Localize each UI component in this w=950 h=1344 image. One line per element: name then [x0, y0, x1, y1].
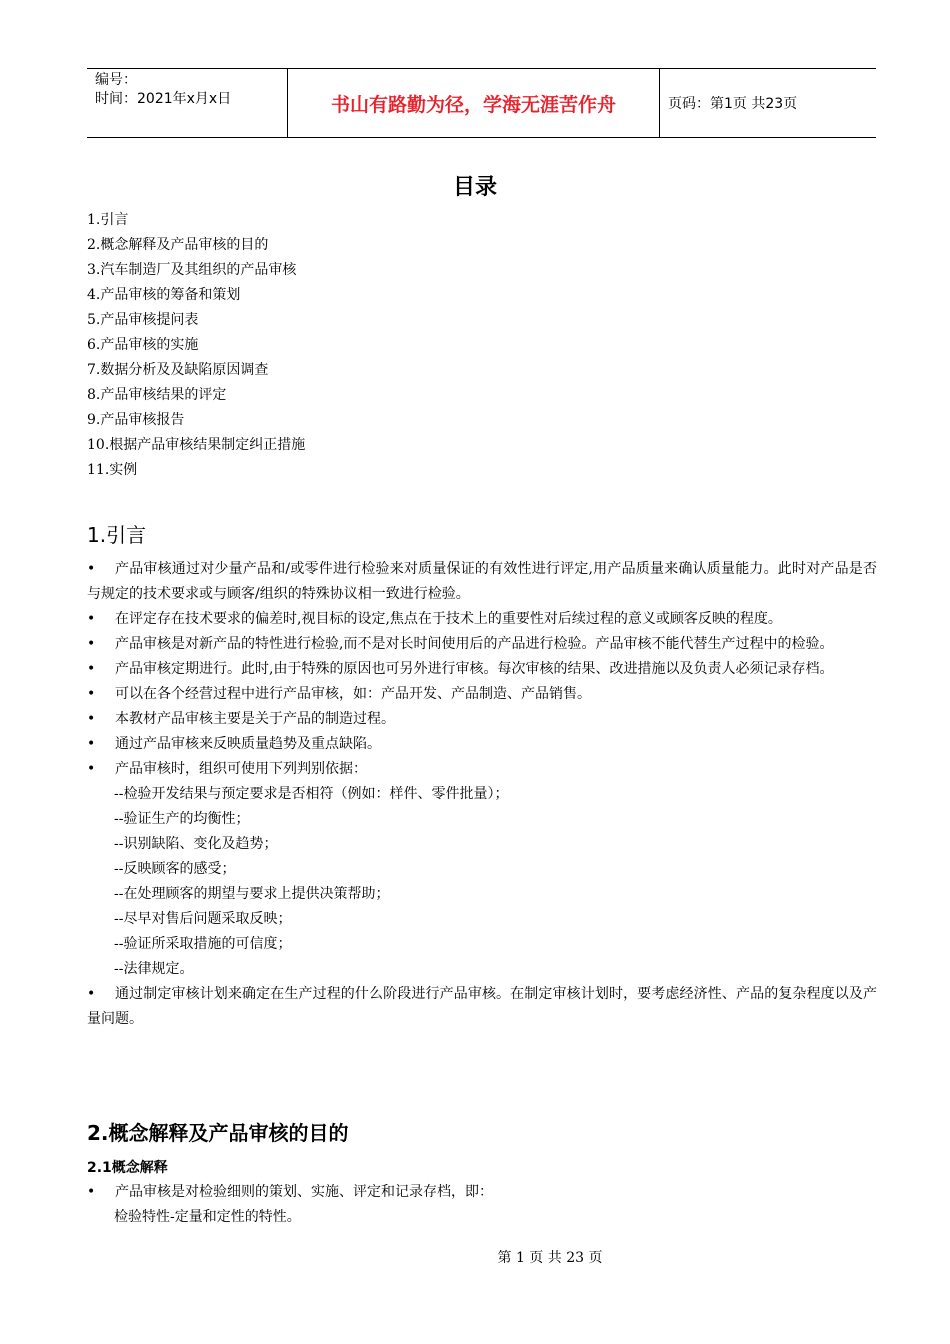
bullet-icon: •	[87, 736, 96, 752]
page-footer: 第 1 页 共 23 页	[497, 1250, 603, 1266]
section-1-body	[87, 557, 877, 1032]
bullet-icon: •	[87, 661, 96, 677]
bullet-icon: •	[87, 561, 96, 577]
bullet-icon: •	[87, 686, 96, 702]
bullet-icon: •	[87, 711, 96, 727]
section-2-heading: 2.概念解释及产品审核的目的	[87, 1121, 349, 1145]
bullet-icon: •	[87, 1184, 96, 1200]
toc-item: 9.产品审核报告	[87, 412, 185, 428]
criteria-item: --在处理顾客的期望与要求上提供决策帮助；	[114, 886, 390, 902]
criteria-item: --反映顾客的感受；	[114, 861, 236, 877]
bullet-icon: •	[87, 636, 96, 652]
toc-item: 1.引言	[87, 212, 129, 228]
bullet-paragraph: • 产品审核是对检验细则的策划、实施、评定和记录存档，即：	[87, 1180, 877, 1205]
bullet-icon: •	[87, 986, 96, 1002]
toc-item: 5.产品审核提问表	[87, 312, 199, 328]
header-page-info: 页码：第1页 共23页	[668, 96, 798, 112]
toc-item: 10.根据产品审核结果制定纠正措施	[87, 437, 306, 453]
toc-item: 11.实例	[87, 462, 138, 478]
criteria-item: --识别缺陷、变化及趋势；	[114, 836, 278, 852]
criteria-item: --验证所采取措施的可信度；	[114, 936, 292, 952]
toc-list	[87, 208, 305, 483]
bullet-paragraph: • 可以在各个经营过程中进行产品审核，如：产品开发、产品制造、产品销售。	[87, 682, 877, 707]
section-1-heading: 1.引言	[87, 523, 147, 547]
toc-title: 目录	[452, 175, 497, 200]
criteria-item: --法律规定。	[114, 961, 194, 977]
document-header	[87, 68, 876, 138]
date-label: 时间：2021年x月x日	[95, 91, 232, 107]
bullet-icon: •	[87, 611, 96, 627]
toc-item: 3.汽车制造厂及其组织的产品审核	[87, 262, 297, 278]
bullet-paragraph: • 在评定存在技术要求的偏差时,视目标的设定,焦点在于技术上的重要性对后续过程的意义或顾客反映的程度。	[87, 607, 877, 632]
section-2-body	[87, 1180, 877, 1230]
toc-item: 4.产品审核的筹备和策划	[87, 287, 241, 303]
bullet-paragraph: • 产品审核时，组织可使用下列判别依据：	[87, 757, 877, 782]
criteria-item: --验证生产的均衡性；	[114, 811, 250, 827]
toc-item: 2.概念解释及产品审核的目的	[87, 237, 269, 253]
header-motto: 书山有路勤为径，学海无涯苦作舟	[287, 69, 660, 137]
criteria-item: --检验开发结果与预定要求是否相符（例如：样件、零件批量）；	[114, 786, 509, 802]
bullet-paragraph: • 本教材产品审核主要是关于产品的制造过程。	[87, 707, 877, 732]
bullet-paragraph: • 产品审核定期进行。此时,由于特殊的原因也可另外进行审核。每次审核的结果、改进措施以及负责人必须记录存档。	[87, 657, 877, 682]
number-label: 编号：	[95, 72, 137, 88]
header-meta	[87, 69, 287, 137]
bullet-paragraph: • 通过制定审核计划来确定在生产过程的什么阶段进行产品审核。在制定审核计划时，要考虑经济性、产品的复杂程度以及产量问题。	[87, 982, 877, 1032]
bullet-paragraph: • 通过产品审核来反映质量趋势及重点缺陷。	[87, 732, 877, 757]
toc-item: 8.产品审核结果的评定	[87, 387, 227, 403]
criteria-item: --尽早对售后问题采取反映；	[114, 911, 292, 927]
toc-item: 6.产品审核的实施	[87, 337, 199, 353]
toc-item: 7.数据分析及及缺陷原因调查	[87, 362, 269, 378]
section-2-1-heading: 2.1概念解释	[87, 1160, 168, 1176]
detail-line: 检验特性-定量和定性的特性。	[114, 1209, 301, 1225]
bullet-paragraph: • 产品审核通过对少量产品和/或零件进行检验来对质量保证的有效性进行评定,用产品质量来确认质量能力。此时对产品是否与规定的技术要求或与顾客/组织的特殊协议相一致进行检验。	[87, 557, 877, 607]
bullet-icon: •	[87, 761, 96, 777]
bullet-paragraph: • 产品审核是对新产品的特性进行检验,而不是对长时间使用后的产品进行检验。产品审核不能代替生产过程中的检验。	[87, 632, 877, 657]
